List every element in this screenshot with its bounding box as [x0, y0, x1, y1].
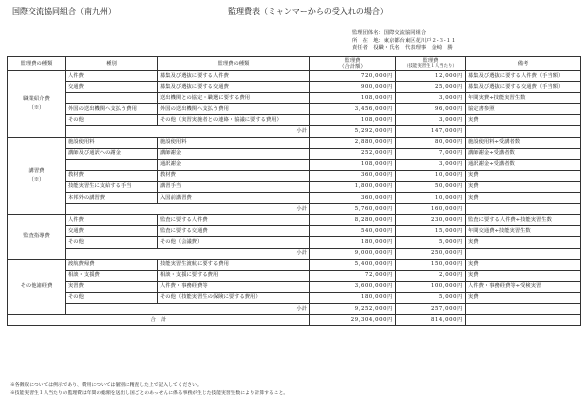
- row-per-person: 100,000円: [396, 281, 466, 292]
- row-detail: その他（会議費）: [158, 237, 310, 248]
- row-type: 渡航費帰費: [66, 259, 158, 270]
- row-detail: 技能実習生渡航に要する費用: [158, 259, 310, 270]
- row-remark: 年間実費÷技能実習生数: [466, 93, 581, 104]
- row-remark: 講師謝金÷受講者数: [466, 148, 581, 159]
- row-remark: 募集及び選抜に要する交通費（手当額）: [466, 82, 581, 93]
- row-type: 相談・支援費: [66, 270, 158, 281]
- organization-heading: 国際交流協同組合（南九州）: [12, 7, 116, 16]
- row-per-person: 3,000円: [396, 93, 466, 104]
- row-detail: 監査に要する交通費: [158, 226, 310, 237]
- row-remark: 実費: [466, 181, 581, 192]
- row-amount: 252,000円: [310, 148, 396, 159]
- row-type: 講師及び通訳への謝金: [66, 148, 158, 159]
- subtotal-amount: 5,760,000円: [310, 204, 396, 215]
- row-type: その他: [66, 115, 158, 126]
- row-amount: 2,880,000円: [310, 137, 396, 148]
- section-note-mark: （※）: [28, 176, 45, 183]
- table-row: [8, 292, 581, 303]
- row-detail: 教材費: [158, 170, 310, 181]
- info-responsible: 責任者 役職・氏名 代表理事 金崎 勝: [352, 45, 453, 52]
- subtotal-per-person: 147,000円: [396, 126, 466, 137]
- row-amount: 720,000円: [310, 71, 396, 82]
- row-amount: 360,000円: [310, 193, 396, 204]
- table-row: [8, 259, 581, 270]
- row-remark: 監査に要する人件費÷技能実習生数: [466, 215, 581, 226]
- section-name: 講習費: [28, 167, 45, 174]
- row-per-person: 150,000円: [396, 259, 466, 270]
- row-detail: 監査に要する人件費: [158, 215, 310, 226]
- grand-total-remark: [466, 315, 581, 326]
- row-type: その他: [66, 292, 158, 303]
- row-remark: 実費: [466, 115, 581, 126]
- row-type: 施設使用料: [66, 137, 158, 148]
- col-type: 種別: [66, 57, 158, 71]
- row-remark: 実費: [466, 237, 581, 248]
- table-row: [8, 215, 581, 226]
- table-row: [8, 237, 581, 248]
- col-detail: 監理費の種類: [158, 57, 310, 71]
- table-row: [8, 170, 581, 181]
- row-type: 人件費: [66, 71, 158, 82]
- col-category: 監理費の種類: [8, 57, 66, 71]
- row-type: [66, 93, 158, 104]
- subtotal-remark: [466, 303, 581, 314]
- row-detail: 通訳謝金: [158, 159, 310, 170]
- table-row: [8, 193, 581, 204]
- subtotal-row: [8, 248, 581, 259]
- table-row: [8, 137, 581, 148]
- table-row: [8, 181, 581, 192]
- row-amount: 3,600,000円: [310, 281, 396, 292]
- section-note-mark: （※）: [28, 104, 45, 111]
- grand-total-per-person: 814,000円: [396, 315, 466, 326]
- subtotal-per-person: 160,000円: [396, 204, 466, 215]
- section-name: 職業紹介費: [23, 95, 50, 102]
- subtotal-per-person: 257,000円: [396, 303, 466, 314]
- row-remark: 年間交通費÷技能実習生数: [466, 226, 581, 237]
- subtotal-row: [8, 204, 581, 215]
- organization-info: [352, 30, 456, 53]
- row-type: その他: [66, 237, 158, 248]
- col-per-person-label: 監理費: [422, 57, 439, 64]
- row-type: 技能実習生に支給する手当: [66, 181, 158, 192]
- table-row: [8, 270, 581, 281]
- section-name: その他諸経費: [20, 283, 53, 290]
- table-row: [8, 93, 581, 104]
- grand-total-row: [8, 315, 581, 326]
- subtotal-amount: 9,252,000円: [310, 303, 396, 314]
- table-row: [8, 226, 581, 237]
- section-category-cell: [8, 259, 66, 314]
- row-amount: 72,000円: [310, 270, 396, 281]
- col-per-person-sub: （技能実習生１人当たり）: [404, 63, 457, 69]
- row-remark: 施設使用料÷受講者数: [466, 137, 581, 148]
- row-remark: 実費: [466, 270, 581, 281]
- subtotal-label: 小計: [66, 126, 310, 137]
- grand-total-amount: 29,304,000円: [310, 315, 396, 326]
- row-per-person: 3,000円: [396, 159, 466, 170]
- table-row: [8, 115, 581, 126]
- table-row: [8, 71, 581, 82]
- row-per-person: 230,000円: [396, 215, 466, 226]
- row-type: [66, 159, 158, 170]
- info-org-name: 監理団体名：国際交流協同組合: [352, 30, 427, 36]
- subtotal-remark: [466, 126, 581, 137]
- footnote-1: ※各徴収については例示であり、費用については個別に精査した上で記入してください。: [10, 383, 202, 388]
- subtotal-amount: 9,000,000円: [310, 248, 396, 259]
- subtotal-row: [8, 126, 581, 137]
- col-remarks: 備考: [466, 57, 581, 71]
- row-detail: その他（技能実習生の保険に要する費用）: [158, 292, 310, 303]
- row-type: 人件費: [66, 215, 158, 226]
- row-per-person: 5,000円: [396, 292, 466, 303]
- row-detail: 講師謝金: [158, 148, 310, 159]
- subtotal-per-person: 250,000円: [396, 248, 466, 259]
- subtotal-remark: [466, 204, 581, 215]
- subtotal-label: 小計: [66, 303, 310, 314]
- section-category-cell: [8, 215, 66, 259]
- row-detail: 人件費・事務経費等: [158, 281, 310, 292]
- section-category-cell: [8, 137, 66, 215]
- row-remark: 実費: [466, 170, 581, 181]
- row-amount: 360,000円: [310, 170, 396, 181]
- row-per-person: 10,000円: [396, 170, 466, 181]
- row-detail: 募集及び選抜に要する人件費: [158, 71, 310, 82]
- subtotal-remark: [466, 248, 581, 259]
- row-remark: 通訳謝金÷受講者数: [466, 159, 581, 170]
- row-type: 交通費: [66, 82, 158, 93]
- row-detail: 外国の送出機関へ支払う費用: [158, 104, 310, 115]
- table-row: [8, 281, 581, 292]
- row-type: 交通費: [66, 226, 158, 237]
- section-name: 監査指導費: [23, 233, 50, 240]
- footnotes: [10, 382, 288, 398]
- row-per-person: 15,000円: [396, 226, 466, 237]
- row-remark: 実費: [466, 292, 581, 303]
- row-per-person: 3,000円: [396, 115, 466, 126]
- table-row: [8, 148, 581, 159]
- row-type: 本邦外の講習費: [66, 193, 158, 204]
- table-row: [8, 82, 581, 93]
- grand-total-label: 合 計: [8, 315, 310, 326]
- row-amount: 108,000円: [310, 93, 396, 104]
- row-remark: 募集及び選抜に要する人件費（手当額）: [466, 71, 581, 82]
- row-amount: 180,000円: [310, 237, 396, 248]
- row-amount: 540,000円: [310, 226, 396, 237]
- row-type: 実習費: [66, 281, 158, 292]
- row-per-person: 96,000円: [396, 104, 466, 115]
- row-detail: 入国前講習費: [158, 193, 310, 204]
- row-remark: 実費: [466, 193, 581, 204]
- subtotal-row: [8, 303, 581, 314]
- row-remark: 協定書参照: [466, 104, 581, 115]
- row-type: 外国の送出機関へ支払う費用: [66, 104, 158, 115]
- col-per-person: [396, 57, 466, 71]
- subtotal-label: 小計: [66, 204, 310, 215]
- row-amount: 900,000円: [310, 82, 396, 93]
- subtotal-label: 小計: [66, 248, 310, 259]
- section-category-cell: [8, 71, 66, 138]
- row-per-person: 50,000円: [396, 181, 466, 192]
- row-per-person: 80,000円: [396, 137, 466, 148]
- row-amount: 108,000円: [310, 159, 396, 170]
- table-row: [8, 104, 581, 115]
- row-remark: 人件費・事務経費等÷受検実習: [466, 281, 581, 292]
- row-per-person: 7,000円: [396, 148, 466, 159]
- row-detail: 募集及び選抜に要する交通費: [158, 82, 310, 93]
- col-amount: [310, 57, 396, 71]
- row-amount: 108,000円: [310, 115, 396, 126]
- row-amount: 3,456,000円: [310, 104, 396, 115]
- row-detail: 相談・支援に要する費用: [158, 270, 310, 281]
- row-amount: 180,000円: [310, 292, 396, 303]
- row-detail: 送出機関との協定・職選に要する費用: [158, 93, 310, 104]
- col-amount-label: 監理費: [344, 57, 361, 64]
- table-header-row: [8, 57, 581, 71]
- supervision-fee-table: [7, 56, 581, 326]
- row-per-person: 25,000円: [396, 82, 466, 93]
- info-address: 所 在 地：東京都台東区花川戸２-３-１１: [352, 37, 457, 44]
- row-per-person: 12,000円: [396, 71, 466, 82]
- table-row: [8, 159, 581, 170]
- row-amount: 1,800,000円: [310, 181, 396, 192]
- row-per-person: 5,000円: [396, 237, 466, 248]
- row-detail: 施設使用料: [158, 137, 310, 148]
- footnote-2: ※技能実習生１人当たりの監理費は年間の総額を送出し国ごとのあっせんに係る事務が生じた技能実習生数により計算すること。: [10, 391, 289, 396]
- row-type: 教材費: [66, 170, 158, 181]
- col-amount-sub: （合計額）: [339, 63, 366, 70]
- subtotal-amount: 5,292,000円: [310, 126, 396, 137]
- row-per-person: 2,000円: [396, 270, 466, 281]
- row-amount: 8,280,000円: [310, 215, 396, 226]
- row-detail: 講習手当: [158, 181, 310, 192]
- document-title: 監理費表（ミャンマーからの受入れの場合）: [228, 7, 388, 16]
- row-per-person: 10,000円: [396, 193, 466, 204]
- row-detail: その他（実習実施者との連絡・協議に要する費用）: [158, 115, 310, 126]
- row-amount: 5,400,000円: [310, 259, 396, 270]
- row-remark: 実費: [466, 259, 581, 270]
